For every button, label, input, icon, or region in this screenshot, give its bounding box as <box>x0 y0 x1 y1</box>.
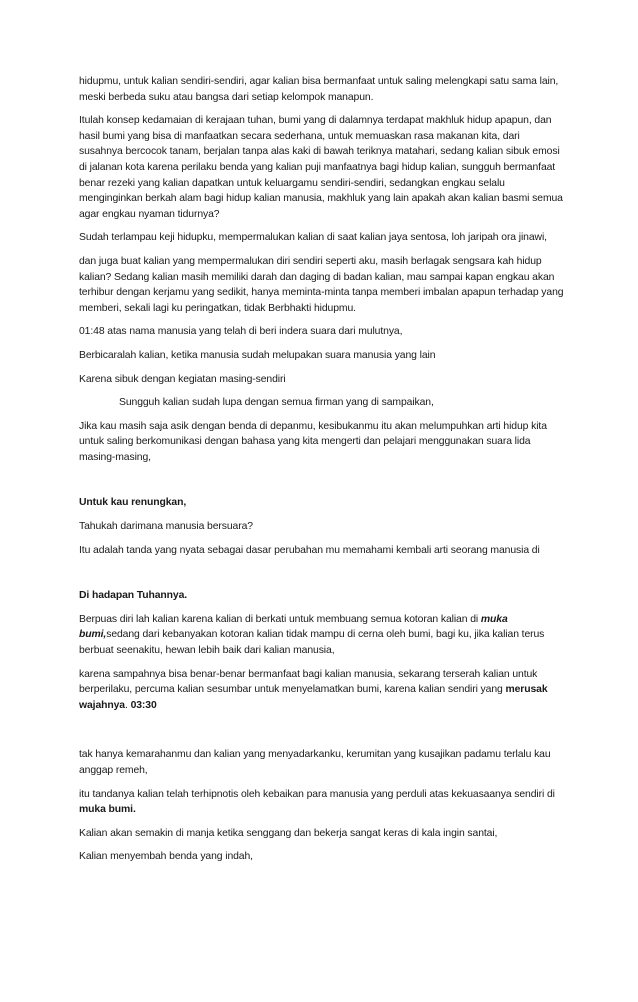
section-heading <box>79 495 565 511</box>
bold-text: merusak wajahnya <box>79 684 548 711</box>
paragraph <box>79 667 565 714</box>
paragraph: Karena sibuk dengan kegiatan masing-sendiri <box>79 373 286 385</box>
section-heading <box>79 588 565 604</box>
emphasis-text: muka bumi, <box>79 613 508 641</box>
paragraph: Jika kau masih saja asik dengan benda di depanmu, kesibukanmu itu akan melumpuhkan arti hidup kita untuk saling berkomunikasi dengan bahasa yang kita mengerti dan pelajari menggunakan suara lida masing-masing, <box>79 420 547 463</box>
paragraph: tak hanya kemarahanmu dan kalian yang menyadarkanku, kerumitan yang kusajikan padamu terlalu kau anggap remeh, <box>79 749 551 776</box>
paragraph: Tahukah darimana manusia bersuara? <box>79 521 253 533</box>
document-body <box>79 74 565 873</box>
paragraph: 01:48 atas nama manusia yang telah di beri indera suara dari mulutnya, <box>79 326 403 338</box>
paragraph: Kalian menyembah benda yang indah, <box>79 851 253 863</box>
spacer <box>79 566 565 588</box>
text-run: karena sampahnya bisa benar-benar bermanfaat bagi kalian manusia, sekarang terserah kalian untuk berperilaku, percuma kalian sesumbar untuk menyelamatkan bumi, karena kalian sendiri yang <box>79 668 538 696</box>
heading-text: Untuk kau renungkan, <box>79 497 187 509</box>
paragraph <box>79 612 565 659</box>
text-run: sedang dari kebanyakan kotoran kalian tidak mampu di cerna oleh bumi, bagi ku, jika kalian terus berbuat seenakitu, hewan lebih baik dari kalian manusia, <box>79 629 545 657</box>
paragraph: Berbicaralah kalian, ketika manusia sudah melupakan suara manusia yang lain <box>79 349 436 361</box>
indented-paragraph: Sungguh kalian sudah lupa dengan semua firman yang di sampaikan, <box>119 397 434 409</box>
paragraph: Kalian akan semakin di manja ketika senggang dan bekerja sangat keras di kala ingin santai, <box>79 827 498 839</box>
text-run: itu tandanya kalian telah terhipnotis oleh kebaikan para manusia yang perduli atas kekuasaanya sendiri di <box>79 788 555 800</box>
timestamp-text: 03:30 <box>130 699 157 711</box>
paragraph <box>79 787 565 818</box>
spacer <box>79 473 565 495</box>
text-run: Berpuas diri lah kalian karena kalian di berkati untuk membuang semua kotoran kalian di <box>79 613 481 625</box>
paragraph: Sudah terlampau keji hidupku, mempermalukan kalian di saat kalian jaya sentosa, loh jaripah ora jinawi, <box>79 232 547 244</box>
heading-text: Di hadapan Tuhannya. <box>79 590 188 602</box>
paragraph: Itu adalah tanda yang nyata sebagai dasar perubahan mu memahami kembali arti seorang manusia di <box>79 544 540 556</box>
paragraph: dan juga buat kalian yang mempermalukan diri sendiri seperti aku, masih berlagak sengsara kah hidup kalian? Sedang kalian masih memiliki darah dan daging di badan kalian, mau sampai kapan engkau akan terhibur dengan kerjamu yang sedikit, hanya meminta-minta tanpa memberi imbalan apapun terhadap yang memberi, sekali lagi ku peringatkan, tidak Berbhakti hidupmu. <box>79 255 564 314</box>
paragraph: hidupmu, untuk kalian sendiri-sendiri, agar kalian bisa bermanfaat untuk saling melengkapi satu sama lain, meski berbeda suku atau bangsa dari setiap kelompok manapun. <box>79 76 559 103</box>
spacer <box>79 721 565 747</box>
paragraph: Itulah konsep kedamaian di kerajaan tuhan, bumi yang di dalamnya terdapat makhluk hidup apapun, dan hasil bumi yang bisa di manfaatkan secara sederhana, untuk memuaskan rasa makanan kita, dari susahnya bercocok tanam, berjalan tanpa alas kaki di bawah teriknya matahari, sedang kalian sibuk emosi di jalanan kota karena perilaku benda yang kalian puji manfaatnya bagi hidup kalian, sungguh bermanfaat benar rezeki yang kalian dapatkan untuk keluargamu sendiri-sendiri, sedangkan engkau selalu menginginkan berkah alam bagi hidup kalian manusia, makhluk yang lain apakah akan kalian basmi semua agar engkau nyaman tidurnya? <box>79 115 563 220</box>
text-run: . <box>124 699 131 711</box>
bold-text: muka bumi. <box>79 804 136 816</box>
